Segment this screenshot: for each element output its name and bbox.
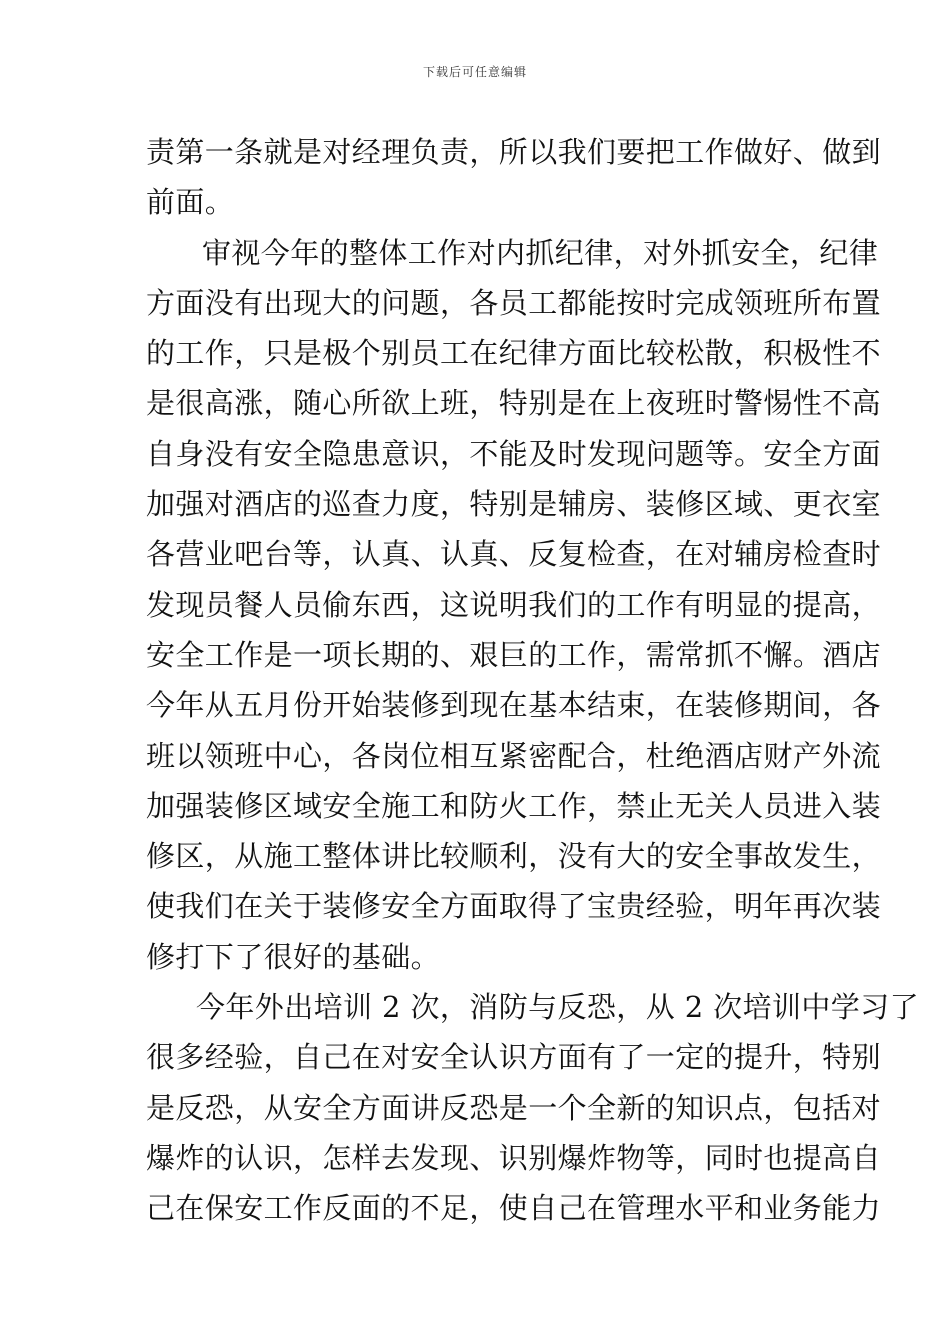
body-text: [146, 127, 919, 1234]
text-line: 使我们在关于装修安全方面取得了宝贵经验，明年再次装: [146, 889, 882, 924]
text-line: 加强对酒店的巡查力度，特别是辅房、装修区域、更衣室: [146, 487, 882, 522]
text-line: 责第一条就是对经理负责，所以我们要把工作做好、做到: [146, 135, 882, 169]
text-line: 很多经验，自己在对安全认识方面有了一定的提升，特别: [146, 1040, 882, 1075]
text-line: 前面。: [146, 185, 235, 220]
text-line: 的工作，只是极个别员工在纪律方面比较松散，积极性不: [146, 336, 882, 371]
text-line: 今年从五月份开始装修到现在基本结束，在装修期间，各: [146, 688, 882, 723]
text-line: 爆炸的认识，怎样去发现、识别爆炸物等，同时也提高自: [146, 1140, 882, 1175]
text-line: 班以领班中心，各岗位相互紧密配合，杜绝酒店财产外流: [146, 738, 882, 773]
text-line: 加强装修区域安全施工和防火工作，禁止无关人员进入装: [146, 788, 882, 823]
paragraph-start-line: 审视今年的整体工作对内抓纪律，对外抓安全，纪律: [202, 235, 879, 270]
text-line: 安全工作是一项长期的、艰巨的工作，需常抓不懈。酒店: [146, 637, 882, 672]
text-line: 修区，从施工整体讲比较顺利，没有大的安全事故发生，: [146, 839, 882, 874]
paragraph-start-line: 今年外出培训 2 次，消防与反恐，从 2 次培训中学习了: [196, 990, 919, 1025]
text-line: 是反恐，从安全方面讲反恐是一个全新的知识点，包括对: [146, 1090, 882, 1125]
text-line: 己在保安工作反面的不足，使自己在管理水平和业务能力: [146, 1191, 882, 1226]
text-line: 各营业吧台等，认真、认真、反复检查，在对辅房检查时: [146, 537, 882, 572]
text-line: 是很高涨，随心所欲上班，特别是在上夜班时警惕性不高: [146, 386, 882, 421]
text-line: 自身没有安全隐患意识，不能及时发现问题等。安全方面: [146, 436, 882, 471]
text-line: 发现员餐人员偷东西，这说明我们的工作有明显的提高，: [146, 587, 882, 622]
page-header: 下载后可任意编辑: [422, 65, 527, 79]
text-line: 方面没有出现大的问题，各员工都能按时完成领班所布置: [146, 285, 882, 320]
text-line: 修打下了很好的基础。: [146, 939, 441, 974]
